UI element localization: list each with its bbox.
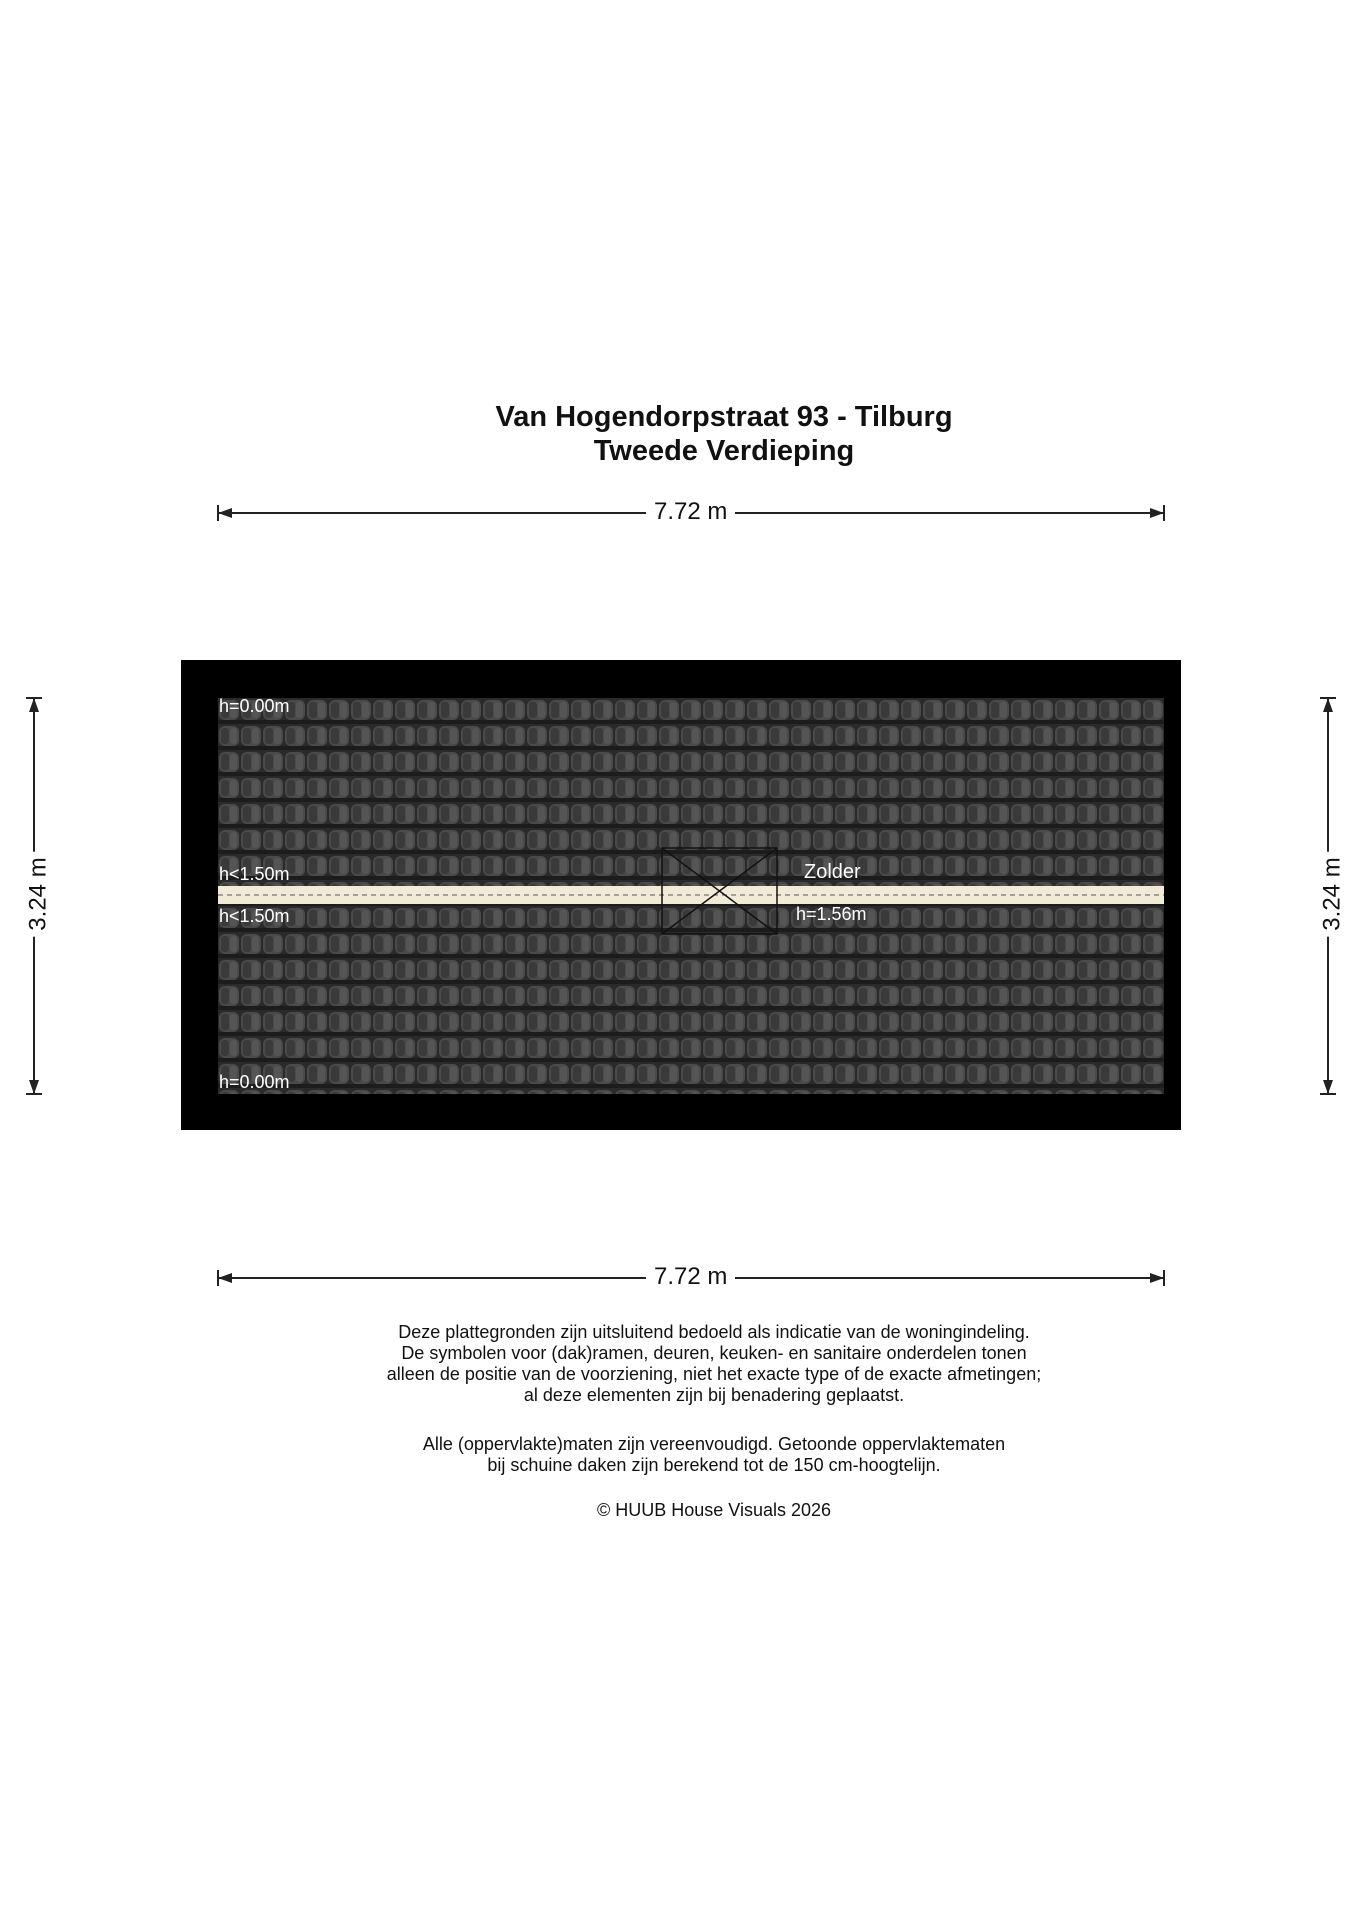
height-label-upper-mid: h<1.50m [219, 864, 290, 884]
area-note-line: bij schuine daken zijn berekend tot de 150 cm-hoogtelijn. [487, 1455, 941, 1475]
plan-title: Van Hogendorpstraat 93 - Tilburg [495, 401, 953, 433]
dimension-left-label: 3.24 m [25, 851, 53, 936]
height-label-bottom: h=0.00m [219, 1072, 290, 1092]
dimension-right-label: 3.24 m [1319, 851, 1347, 936]
height-label-lower-mid: h<1.50m [219, 906, 290, 926]
disclaimer-line: De symbolen voor (dak)ramen, deuren, keuken- en sanitaire onderdelen tonen [401, 1343, 1027, 1363]
disclaimer-line: al deze elementen zijn bij benadering geplaatst. [523, 1385, 905, 1405]
dimension-bottom-label: 7.72 m [646, 1263, 735, 1291]
disclaimer [0, 1322, 1358, 1406]
disclaimer-line: alleen de positie van de voorziening, niet het exacte type of de exacte afmetingen; [386, 1364, 1042, 1384]
copyright-text: © HUUB House Visuals 2026 [596, 1500, 832, 1520]
copyright [0, 1500, 1358, 1521]
floor-name: Tweede Verdieping [593, 435, 855, 467]
room-height: h=1.56m [796, 904, 867, 924]
room-name: Zolder [804, 861, 861, 883]
area-note [0, 1434, 1358, 1476]
area-note-line: Alle (oppervlakte)maten zijn vereenvoudigd. Getoonde oppervlaktematen [422, 1434, 1006, 1454]
disclaimer-line: Deze plattegronden zijn uitsluitend bedoeld als indicatie van de woningindeling. [398, 1322, 1030, 1342]
height-label-top: h=0.00m [219, 696, 290, 716]
dimension-top-label: 7.72 m [646, 498, 735, 526]
roof-ridge [218, 886, 1164, 904]
